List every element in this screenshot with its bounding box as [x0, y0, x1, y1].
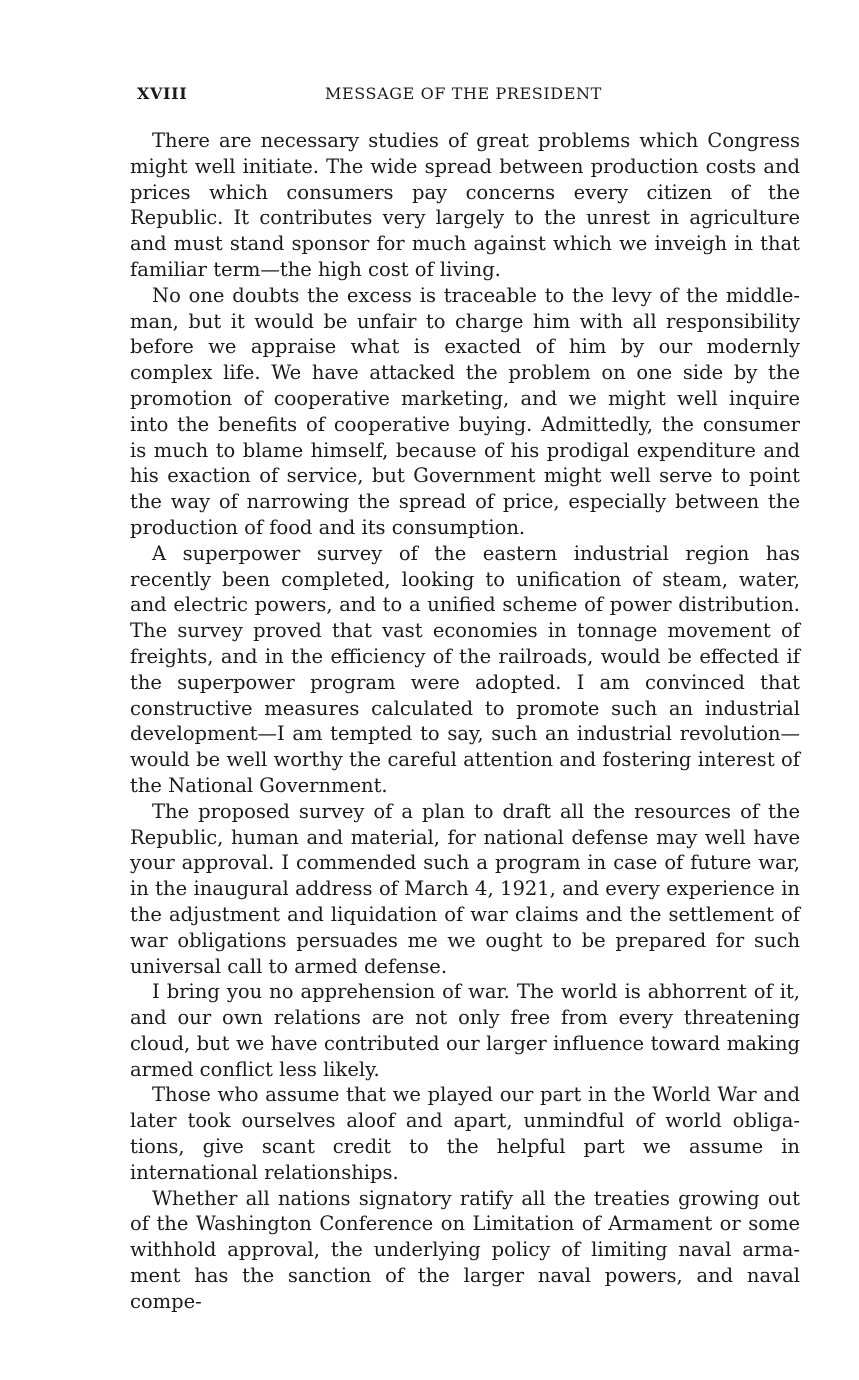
- paragraph: A superpower survey of the eastern industrial region has recently been completed, looking to unification of steam, water, and electric powers, and to a unified scheme of power distribution. The survey proved that vast economies in tonnage movement of freights, and in the efficiency of the railroads, would be effected if the superpower program were adopted. I am convinced that constructive measures calculated to promote such an industrial development—I am tempted to say, such an industrial revolution—would be well worthy the careful attention and fostering interest of the National Government.: [130, 541, 800, 797]
- paragraph: Whether all nations signatory ratify all the treaties growing out of the Washington Conference on Limitation of Armament or some withhold approval, the underlying policy of limiting naval armament has the sanction of the larger naval powers, and naval compe-: [130, 1186, 800, 1313]
- paragraph: I bring you no apprehension of war. The world is abhorrent of it, and our own relations are not only free from every threatening cloud, but we have contributed our larger influence toward making armed conflict less likely.: [130, 980, 800, 1081]
- paragraph: The proposed survey of a plan to draft all the resources of the Republic, human and material, for national defense may well have your approval. I commended such a program in case of future war, in the inaugural address of March 4, 1921, and every experience in the adjustment and liquidation of war claims and the settlement of war obligations persuades me we ought to be prepared for such universal call to armed defense.: [130, 799, 800, 978]
- paragraph: No one doubts the excess is traceable to the levy of the middleman, but it would be unfair to charge him with all responsibility before we appraise what is exacted of him by our modernly complex life. We have attacked the problem on one side by the promotion of cooperative marketing, and we might well inquire into the benefits of cooperative buying. Admittedly, the consumer is much to blame himself, because of his prodigal expenditure and his exaction of service, but Government might well serve to point the way of narrowing the spread of price, especially between the production of food and its consumption.: [130, 283, 800, 539]
- body-text: [130, 128, 800, 1315]
- running-head: MESSAGE OF THE PRESIDENT: [325, 84, 602, 103]
- paragraph: Those who assume that we played our part in the World War and later took ourselves aloof and apart, unmindful of world obligations, give scant credit to the helpful part we assume in international relationships.: [130, 1083, 800, 1184]
- page-number: XVIII: [137, 84, 188, 103]
- paragraph: There are necessary studies of great problems which Congress might well initiate. The wide spread between production costs and prices which consumers pay concerns every citizen of the Republic. It contributes very largely to the unrest in agriculture and must stand sponsor for much against which we inveigh in that familiar term—the high cost of living.: [130, 129, 800, 281]
- page-header: [137, 84, 797, 106]
